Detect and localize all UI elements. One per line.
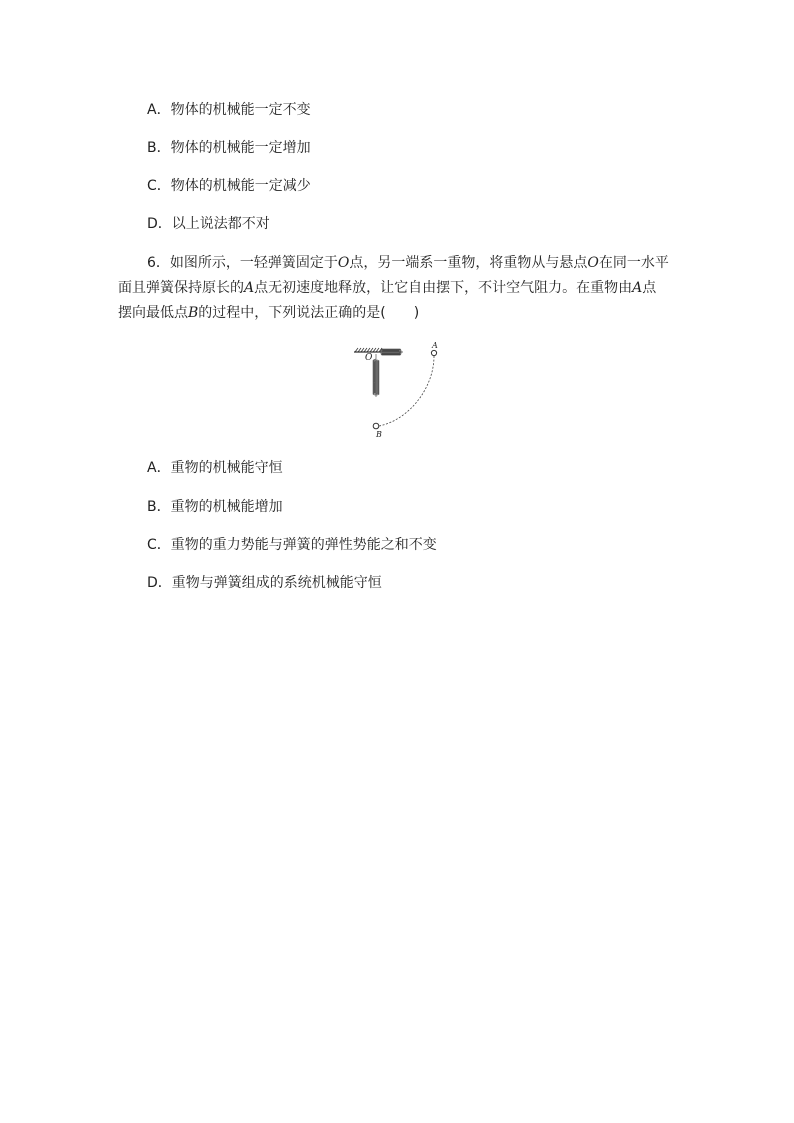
stem-text: 在同一水平: [598, 255, 669, 271]
option-d: D．以上说法都不对: [147, 216, 270, 232]
spring-vertical: [373, 354, 379, 397]
var-a: A: [632, 280, 643, 296]
var-o: O: [587, 255, 599, 271]
ceiling-hatching: [355, 348, 382, 352]
label-a: A: [432, 341, 438, 350]
var-o: O: [337, 255, 350, 271]
label-o: O: [365, 353, 373, 363]
label-b: B: [376, 430, 382, 439]
mass-at-b: [373, 423, 379, 429]
stem-text: 的过程中，下列说法正确的是( ): [198, 305, 420, 321]
option-b: B．物体的机械能一定增加: [147, 140, 311, 156]
stem-text: 面且弹簧保持原长的: [118, 280, 244, 296]
option-d: D．重物与弹簧组成的系统机械能守恒: [147, 575, 382, 591]
option-a: A．重物的机械能守恒: [147, 460, 283, 476]
spring-pendulum-figure: [344, 338, 444, 442]
var-b: B: [188, 305, 199, 321]
option-c: C．物体的机械能一定减少: [147, 178, 311, 194]
option-b: B．重物的机械能增加: [147, 499, 283, 515]
mass-at-a: [431, 350, 436, 355]
option-a: A．物体的机械能一定不变: [147, 102, 311, 118]
stem-text: 摆向最低点: [118, 305, 188, 321]
stem-text: 6．如图所示，一轻弹簧固定于: [147, 255, 338, 271]
stem-text: 点无初速度地释放，让它自由摆下，不计空气阻力。在重物由: [254, 280, 633, 296]
option-c: C．重物的重力势能与弹簧的弹性势能之和不变: [147, 537, 437, 553]
stem-text: 点，另一端系一重物，将重物从与悬点: [349, 255, 588, 271]
question-stem-line-2: [118, 279, 656, 297]
question-stem-line-1: [147, 254, 669, 272]
trajectory-arc: [379, 356, 434, 426]
question-stem-line-3: [118, 304, 419, 322]
stem-text: 点: [642, 280, 657, 296]
spring-horizontal: [378, 349, 403, 355]
var-a: A: [244, 280, 255, 296]
